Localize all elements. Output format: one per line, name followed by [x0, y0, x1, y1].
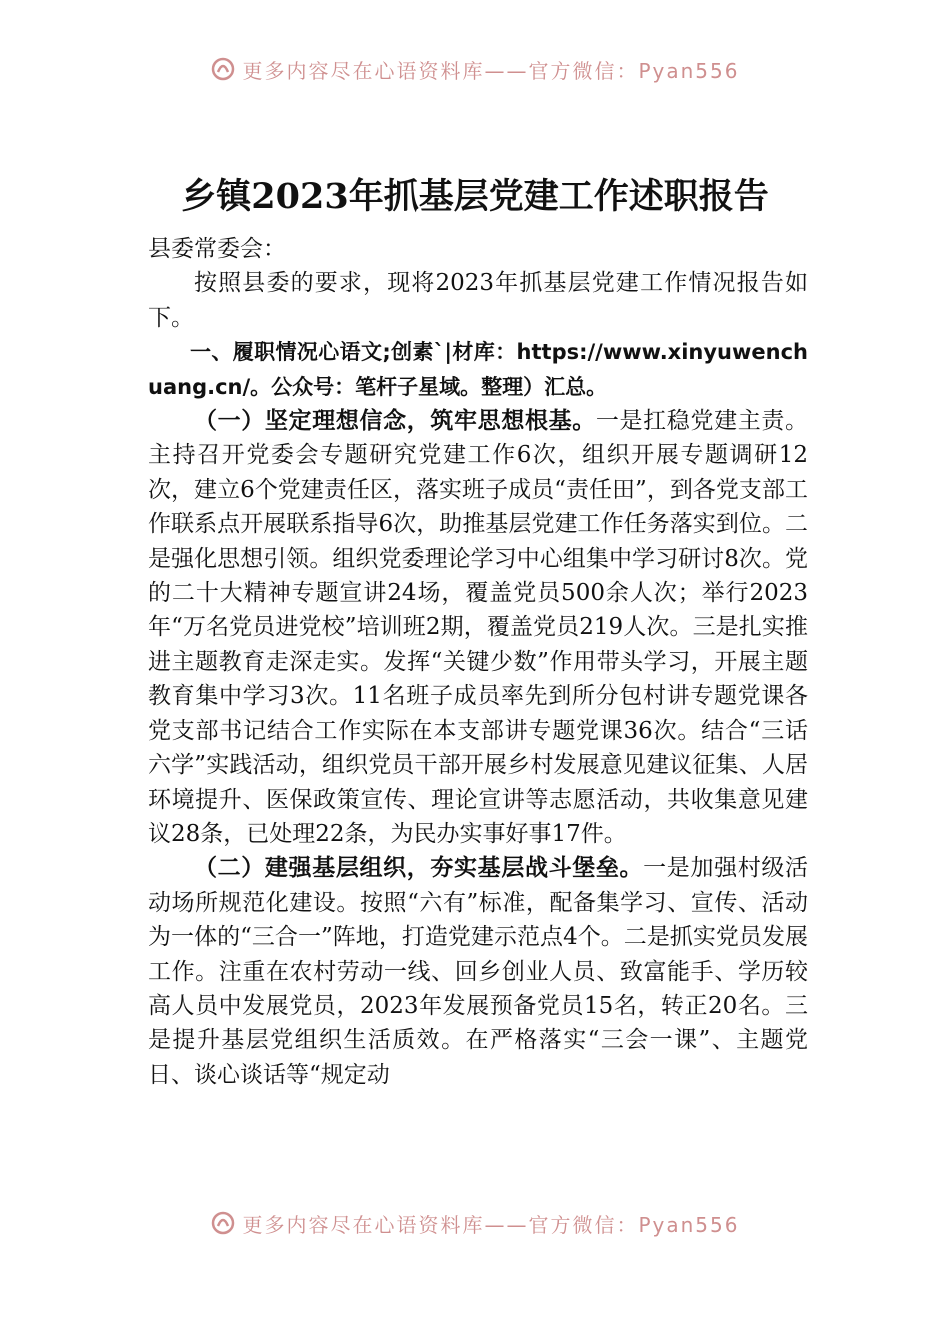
watermark-text: 更多内容尽在心语资料库——官方微信：Pyan556 [242, 1212, 740, 1237]
paragraph-1-body: 一是扛稳党建主责。主持召开党委会专题研究党建工作6次，组织开展专题调研12次，建立6个党建责任区，落实班子成员“责任田”，到各党支部工作联系点开展联系指导6次，助推基层党建工作任务落实到位。二是强化思想引领。组织党委理论学习中心组集中学习研讨8次。党的二十大精神专题宣讲24场，覆盖党员500余人次；举行2023年“万名党员进党校”培训班2期，覆盖党员219人次。三是扎实推进主题教育走深走实。发挥“关键少数”作用带头学习，开展主题教育集中学习3次。11名班子成员率先到所分包村讲专题党课各党支部书记结合工作实际在本支部讲专题党课36次。结合“三话六学”实践活动，组织党员干部开展乡村发展意见建议征集、人居环境提升、医保政策宣传、理论宣讲等志愿活动，共收集意见建议28条，已处理22条，为民办实事好事17件。 [148, 408, 809, 847]
document-body [148, 232, 808, 1092]
brand-logo-icon [210, 1210, 236, 1236]
document-title: 乡镇2023年抓基层党建工作述职报告 [181, 176, 769, 217]
watermark-footer [0, 1208, 950, 1238]
section-heading-1: 一、履职情况心语文;创素`|材库：https://www.xinyuwenchuang.cn/。公众号：笔杆子星域。整理）汇总。 [148, 340, 808, 399]
paragraph-1-lead: （一）坚定理想信念，筑牢思想根基。 [194, 407, 596, 435]
salutation: 县委常委会： [148, 236, 286, 262]
watermark-header [0, 54, 950, 84]
brand-logo-icon [210, 56, 236, 82]
paragraph-2 [148, 851, 808, 1092]
paragraph-1 [148, 404, 808, 851]
intro-paragraph: 按照县委的要求，现将2023年抓基层党建工作情况报告如下。 [148, 270, 808, 331]
watermark-text: 更多内容尽在心语资料库——官方微信：Pyan556 [242, 58, 740, 83]
paragraph-2-lead: （二）建强基层组织，夯实基层战斗堡垒。 [194, 854, 644, 882]
paragraph-2-body: 一是加强村级活动场所规范化建设。按照“六有”标准，配备集学习、宣传、活动为一体的“三合一”阵地，打造党建示范点4个。二是抓实党员发展工作。注重在农村劳动一线、回乡创业人员、致富能手、学历较高人员中发展党员，2023年发展预备党员15名，转正20名。三是提升基层党组织生活质效。在严格落实“三会一课”、主题党日、谈心谈话等“规定动 [148, 855, 809, 1088]
